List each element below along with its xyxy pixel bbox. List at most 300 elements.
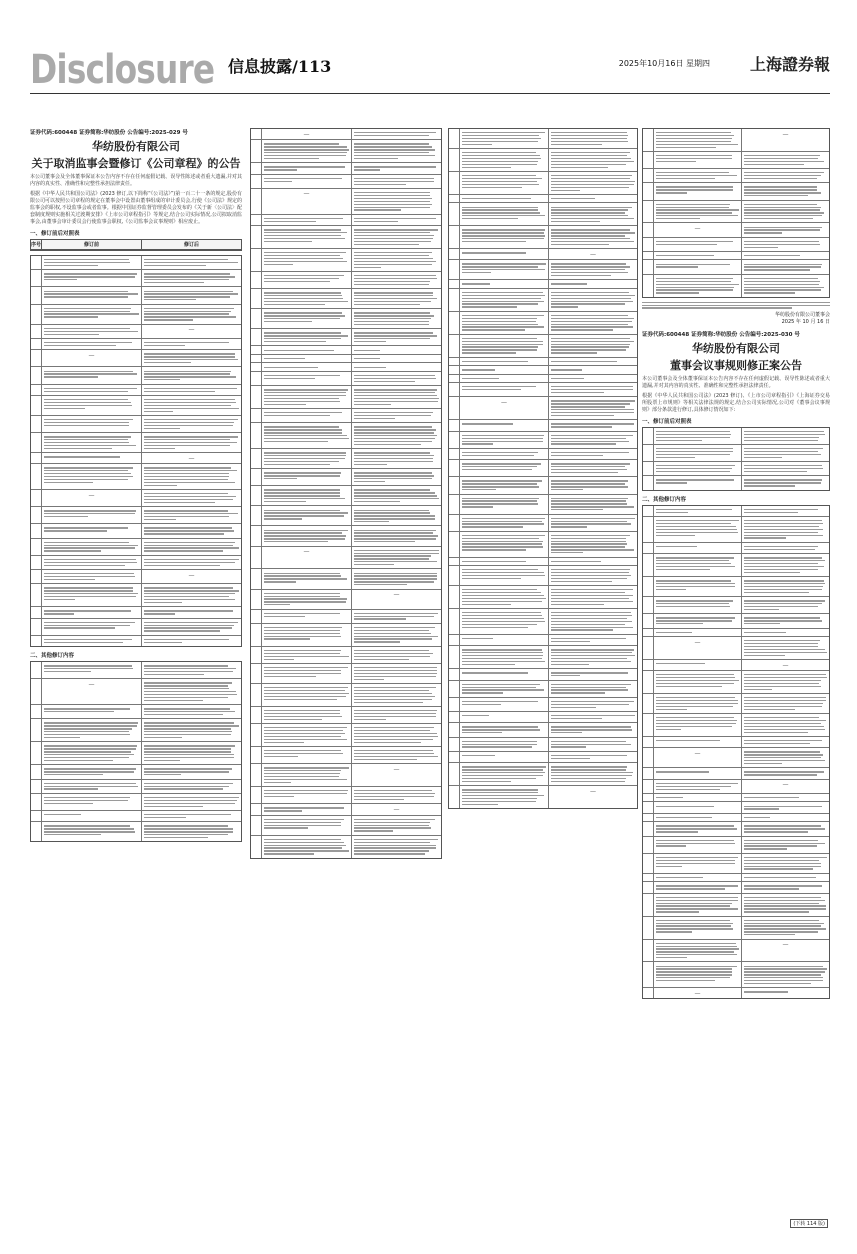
fine-print-line — [264, 464, 330, 465]
fine-print-line — [551, 415, 614, 416]
fine-print-line — [656, 680, 739, 681]
table-row — [449, 195, 637, 203]
table-row — [31, 719, 241, 742]
fine-print-line — [264, 578, 347, 579]
fine-print-line — [354, 653, 433, 654]
fine-print-line — [744, 207, 821, 208]
fine-print-line — [44, 573, 134, 574]
fine-print-line — [264, 839, 341, 840]
fine-print-line — [354, 584, 407, 585]
fine-print-line — [462, 161, 538, 162]
fine-print-line — [656, 623, 703, 624]
table-row — [31, 607, 241, 618]
fine-print-line — [551, 221, 600, 222]
table-row — [251, 647, 441, 664]
fine-print-line — [44, 391, 128, 392]
fine-print-line — [656, 925, 731, 926]
fine-print-line — [551, 369, 582, 370]
fine-print-line — [144, 362, 191, 363]
fine-print-line — [744, 566, 824, 567]
fine-print-line — [462, 535, 545, 536]
old-text-cell — [460, 335, 549, 357]
fine-print-line — [462, 164, 537, 165]
row-number-cell — [643, 814, 654, 821]
fine-print-line — [144, 803, 235, 804]
fine-print-line — [354, 146, 432, 147]
fine-print-line — [144, 291, 233, 292]
fine-print-line — [744, 885, 822, 886]
fine-print-line — [264, 275, 344, 276]
new-text-cell — [549, 566, 637, 585]
table-row — [449, 203, 637, 226]
fine-print-line — [144, 734, 231, 735]
fine-print-line — [551, 624, 625, 625]
old-text-cell — [654, 252, 742, 259]
fine-print-line — [744, 808, 779, 809]
fine-print-line — [44, 550, 101, 551]
fine-print-line — [144, 411, 173, 412]
fine-print-line — [656, 860, 735, 861]
table-row — [31, 619, 241, 636]
old-text-cell — [654, 169, 742, 182]
row-number-cell — [251, 272, 262, 288]
fine-print-line — [264, 332, 341, 333]
fine-print-line — [744, 686, 821, 687]
fine-print-line — [264, 673, 341, 674]
fine-print-line — [144, 786, 229, 787]
fine-print-line — [354, 489, 430, 490]
new-text-cell — [352, 386, 441, 408]
notice2-intro: 本公司董事会及全体董事保证本公告内容不存在任何虚假记载、误导性陈述或者重大遗漏,并对其内容的真实性、准确性和完整性承担法律责任。 — [642, 375, 830, 389]
new-text-cell — [352, 289, 441, 308]
fine-print-line — [744, 209, 820, 210]
table-row — [449, 738, 637, 752]
fine-print-line — [656, 569, 710, 570]
fine-print-line — [656, 509, 732, 510]
fine-print-line — [44, 262, 130, 263]
notice1-stock-line: 证券代码:600448 证券简称:华纺股份 公告编号:2025-029 号 — [30, 130, 188, 136]
fine-print-line — [264, 475, 340, 476]
fine-print-line — [354, 541, 415, 542]
old-text-cell — [262, 506, 352, 525]
fine-print-line — [144, 737, 182, 738]
old-text-cell — [262, 163, 352, 173]
row-number-cell — [449, 226, 460, 248]
fine-print-line — [462, 463, 541, 464]
row-number-cell — [251, 486, 262, 505]
notice1-table-header — [30, 239, 242, 251]
fine-print-line — [744, 925, 821, 926]
fine-print-line — [44, 293, 138, 294]
fine-print-line — [354, 392, 435, 393]
fine-print-line — [264, 350, 334, 351]
fine-print-line — [264, 166, 345, 167]
table-row — [31, 524, 241, 538]
fine-print-line — [551, 352, 597, 353]
fine-print-line — [354, 719, 386, 720]
fine-print-line — [144, 694, 237, 695]
fine-print-line — [744, 287, 824, 288]
notice2-comparison-table-2 — [642, 505, 830, 1000]
fine-print-line — [656, 720, 737, 721]
fine-print-line — [656, 241, 733, 242]
table-row — [251, 129, 441, 140]
fine-print-line — [656, 440, 702, 441]
row-number-cell — [449, 712, 460, 722]
fine-print-line — [462, 212, 540, 213]
fine-print-line — [44, 402, 131, 403]
fine-print-line — [144, 722, 234, 723]
row-number-cell — [251, 747, 262, 763]
table-row — [643, 169, 829, 183]
fine-print-line — [744, 600, 825, 601]
row-number-cell — [251, 569, 262, 588]
fine-print-line — [264, 432, 342, 433]
fine-print-line — [551, 684, 631, 685]
fine-print-line — [264, 827, 308, 828]
fine-print-line — [144, 610, 233, 611]
fine-print-line — [44, 376, 98, 377]
fine-print-line — [656, 709, 687, 710]
fine-print-line — [462, 489, 496, 490]
fine-print-line — [264, 258, 343, 259]
fine-print-line — [551, 469, 627, 470]
row-number-cell — [643, 988, 654, 998]
fine-print-line — [551, 238, 630, 239]
fine-print-line — [144, 388, 237, 389]
fine-print-line — [354, 398, 439, 399]
fine-print-line — [44, 627, 115, 628]
fine-print-line — [354, 713, 436, 714]
row-number-cell — [251, 469, 262, 485]
fine-print-line — [144, 774, 181, 775]
old-text-cell — [654, 152, 742, 168]
fine-print-line — [551, 758, 590, 759]
fine-print-line — [744, 284, 819, 285]
fine-print-line — [264, 627, 342, 628]
fine-print-line — [354, 515, 435, 516]
fine-print-line — [656, 580, 731, 581]
table-row — [449, 460, 637, 477]
fine-print-line — [744, 640, 820, 641]
new-text-cell — [142, 270, 241, 286]
fine-print-line — [354, 650, 429, 651]
fine-print-line — [264, 727, 347, 728]
notice2-comparison-table — [642, 427, 830, 491]
new-text-cell — [142, 662, 241, 678]
fine-print-line — [462, 241, 526, 242]
fine-print-line — [462, 158, 541, 159]
fine-print-line — [264, 650, 341, 651]
fine-print-line — [551, 349, 626, 350]
fine-print-line — [462, 218, 518, 219]
fine-print-line — [144, 527, 232, 528]
fine-print-line — [656, 454, 730, 455]
fine-print-line — [462, 329, 525, 330]
fine-print-line — [354, 822, 430, 823]
new-text-cell — [549, 366, 637, 373]
new-text-cell — [742, 428, 829, 444]
table-row — [31, 780, 241, 794]
new-text-cell — [549, 586, 637, 608]
fine-print-line — [744, 482, 821, 483]
fine-print-line — [462, 589, 537, 590]
fine-print-line — [264, 495, 340, 496]
fine-print-line — [44, 642, 123, 643]
table-row — [31, 256, 241, 270]
fine-print-line — [144, 825, 228, 826]
col-old-header: 修订前 — [41, 240, 141, 249]
fine-print-line — [354, 830, 393, 831]
fine-print-line — [744, 278, 818, 279]
new-text-cell — [142, 385, 241, 395]
fine-print-line — [551, 638, 626, 639]
fine-print-line — [354, 367, 386, 368]
fine-print-line — [144, 593, 235, 594]
new-text-cell — [742, 275, 829, 297]
fine-print-line — [354, 518, 435, 519]
old-text-cell — [262, 309, 352, 328]
fine-print-line — [264, 676, 316, 677]
old-text-cell — [654, 597, 742, 613]
fine-print-line — [144, 708, 230, 709]
fine-print-line — [462, 215, 545, 216]
fine-print-line — [462, 455, 534, 456]
row-number-cell — [449, 646, 460, 668]
new-text-cell — [742, 554, 829, 576]
empty-cell-dash: — — [782, 130, 789, 138]
empty-cell-dash: — — [694, 749, 701, 757]
fine-print-line — [744, 726, 824, 727]
fine-print-line — [744, 717, 819, 718]
new-text-cell — [352, 804, 441, 814]
fine-print-line — [656, 903, 732, 904]
table-row — [251, 486, 441, 506]
fine-print-line — [744, 806, 822, 807]
old-text-cell — [460, 586, 549, 608]
fine-print-line — [656, 786, 731, 787]
column-3 — [448, 128, 638, 1228]
table-row — [643, 152, 829, 169]
row-number-cell — [449, 586, 460, 608]
fine-print-line — [656, 905, 730, 906]
row-number-cell — [643, 554, 654, 576]
fine-print-line — [462, 295, 545, 296]
fine-print-line — [264, 598, 347, 599]
fine-print-line — [744, 860, 819, 861]
table-row — [449, 515, 637, 532]
fine-print-line — [144, 316, 236, 317]
old-text-cell — [460, 752, 549, 762]
old-text-cell — [42, 636, 142, 646]
row-number-cell — [643, 660, 654, 670]
fine-print-line — [144, 587, 233, 588]
fine-print-line — [462, 386, 536, 387]
dateline: 2025年10月16日 星期四 — [618, 59, 710, 68]
fine-print-line — [744, 557, 822, 558]
fine-print-line — [462, 692, 503, 693]
fine-print-line — [264, 690, 345, 691]
fine-print-line — [656, 244, 717, 245]
fine-print-line — [354, 332, 433, 333]
fine-print-line — [264, 696, 346, 697]
fine-print-line — [264, 753, 343, 754]
new-text-cell — [742, 614, 829, 627]
fine-print-line — [354, 492, 435, 493]
fine-print-line — [354, 512, 430, 513]
new-text-cell — [352, 610, 441, 623]
old-text-cell — [42, 539, 142, 555]
new-text-cell — [352, 590, 441, 609]
fine-print-line — [264, 850, 349, 851]
fine-print-line — [744, 740, 822, 741]
fine-print-line — [744, 451, 818, 452]
fine-print-line — [44, 308, 131, 309]
old-text-cell — [654, 577, 742, 596]
new-text-cell — [742, 748, 829, 767]
fine-print-line — [144, 359, 238, 360]
table-row — [31, 794, 241, 811]
fine-print-line — [551, 346, 629, 347]
empty-cell-dash: — — [694, 989, 701, 997]
fine-print-line — [462, 546, 543, 547]
fine-print-line — [354, 435, 437, 436]
fine-print-line — [144, 276, 235, 277]
fine-print-line — [744, 172, 824, 173]
fine-print-line — [462, 306, 517, 307]
fine-print-line — [44, 751, 131, 752]
fine-print-line — [354, 616, 434, 617]
row-number-cell — [251, 215, 262, 225]
fine-print-line — [744, 471, 807, 472]
new-text-cell — [142, 490, 241, 506]
fine-print-line — [354, 481, 385, 482]
fine-print-line — [354, 853, 425, 854]
fine-print-line — [44, 834, 101, 835]
fine-print-line — [744, 437, 819, 438]
fine-print-line — [551, 212, 625, 213]
row-number-cell — [251, 787, 262, 803]
fine-print-line — [264, 518, 302, 519]
row-number-cell — [643, 780, 654, 793]
old-text-cell — [262, 329, 352, 345]
fine-print-line — [44, 622, 135, 623]
fine-print-line — [656, 532, 738, 533]
new-text-cell — [142, 765, 241, 778]
fine-print-line — [44, 774, 103, 775]
row-number-cell — [449, 335, 460, 357]
fine-print-line — [551, 715, 635, 716]
old-text-cell — [654, 201, 742, 223]
table-row — [251, 215, 441, 226]
fine-print-line — [744, 218, 813, 219]
fine-print-line — [44, 797, 130, 798]
fine-print-line — [551, 138, 627, 139]
fine-print-line — [462, 292, 543, 293]
new-text-cell — [549, 698, 637, 711]
fine-print-line — [264, 793, 347, 794]
old-text-cell — [262, 684, 352, 706]
row-number-cell — [251, 226, 262, 248]
fine-print-line — [354, 696, 435, 697]
table-row — [643, 837, 829, 854]
old-text-cell — [460, 172, 549, 194]
row-number-cell — [449, 786, 460, 808]
fine-print-line — [744, 697, 826, 698]
new-text-cell — [742, 780, 829, 793]
new-text-cell — [549, 172, 637, 194]
new-text-cell — [352, 215, 441, 225]
row-number-cell — [643, 637, 654, 659]
fine-print-line — [354, 461, 433, 462]
fine-print-line — [462, 543, 542, 544]
new-text-cell — [352, 423, 441, 448]
fine-print-line — [462, 238, 544, 239]
table-row — [449, 260, 637, 280]
old-text-cell — [654, 223, 742, 236]
table-row — [251, 664, 441, 684]
row-number-cell — [251, 804, 262, 814]
old-text-cell — [42, 490, 142, 506]
table-row — [643, 476, 829, 489]
fine-print-line — [264, 773, 340, 774]
fine-print-line — [264, 498, 345, 499]
fine-print-line — [656, 546, 697, 547]
fine-print-line — [744, 720, 826, 721]
table-row — [449, 495, 637, 515]
fine-print-line — [744, 244, 820, 245]
column-1 — [30, 128, 242, 1228]
fine-print-line — [551, 187, 629, 188]
table-row — [449, 375, 637, 383]
row-number-cell — [31, 396, 42, 415]
fine-print-line — [656, 147, 716, 148]
fine-print-line — [354, 564, 394, 565]
fine-print-line — [462, 272, 491, 273]
new-text-cell — [142, 619, 241, 635]
fine-print-line — [744, 204, 817, 205]
fine-print-line — [462, 652, 543, 653]
fine-print-line — [44, 328, 130, 329]
row-number-cell — [449, 289, 460, 311]
fine-print-line — [551, 392, 604, 393]
new-text-cell — [352, 469, 441, 485]
fine-print-line — [144, 439, 230, 440]
fine-print-line — [44, 825, 130, 826]
fine-print-line — [656, 674, 734, 675]
table-row — [31, 679, 241, 705]
fine-print-line — [264, 810, 302, 811]
fine-print-line — [744, 843, 825, 844]
old-text-cell — [654, 428, 742, 444]
fine-print-line — [656, 186, 733, 187]
fine-print-line — [354, 656, 430, 657]
table-row — [449, 129, 637, 149]
fine-print-line — [264, 575, 341, 576]
fine-print-line — [144, 342, 229, 343]
fine-print-line — [264, 825, 341, 826]
fine-print-line — [354, 673, 437, 674]
old-text-cell — [42, 325, 142, 338]
fine-print-line — [354, 690, 429, 691]
fine-print-line — [551, 772, 633, 773]
fine-print-line — [551, 483, 625, 484]
new-text-cell — [742, 462, 829, 475]
fine-print-line — [551, 546, 625, 547]
empty-cell-dash: — — [393, 765, 400, 773]
row-number-cell — [31, 570, 42, 583]
fine-print-line — [144, 542, 235, 543]
